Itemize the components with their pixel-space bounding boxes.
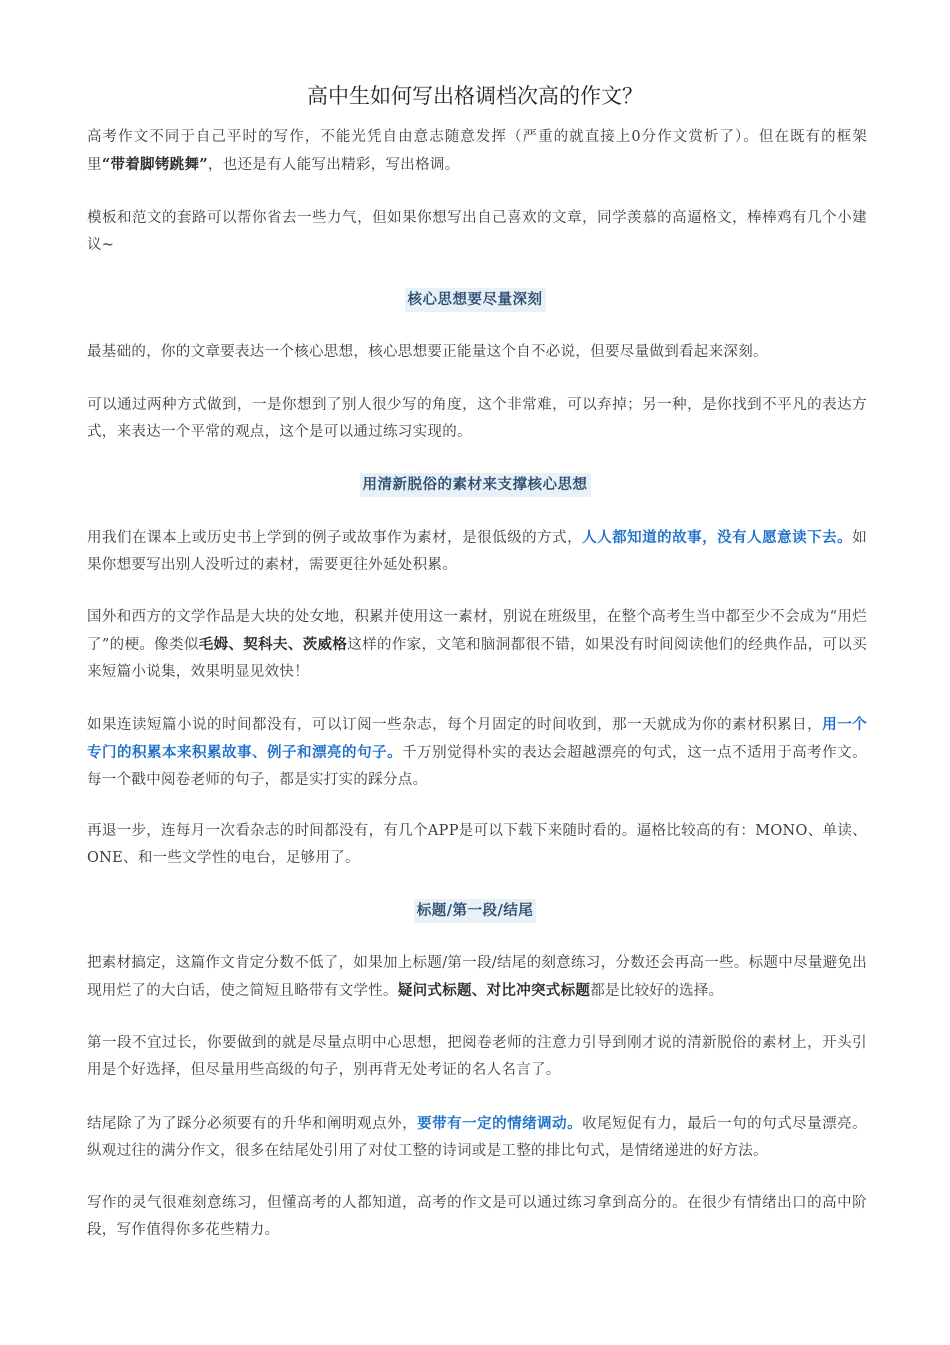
text-run: 用我们在课本上或历史书上学到的例子或故事作为素材，是很低级的方式，: [87, 530, 583, 546]
intro-paragraph-1: [87, 124, 867, 179]
text-run: 这样的作家，文笔和脑洞都很不错，如果没有时间阅读他们的经典作品，可以买来短篇小说集，效果明显见效快！: [87, 637, 868, 680]
text-run: 结尾除了为了踩分必须要有的升华和阐明观点外，: [87, 1116, 418, 1132]
text-run: 国外和西方的文学作品是大块的处女地，积累并使用这一素材，别说在班级里，在整个高考生当中都至少不会成为“用烂了”的梗。像类似: [87, 609, 867, 653]
section3-paragraph-3: [87, 1110, 867, 1165]
section2-paragraph-4: 再退一步，连每月一次看杂志的时间都没有，有几个APP是可以下载下来随时看的。逼格比较高的有：MONO、单读、ONE、和一些文学性的电台，足够用了。: [87, 823, 867, 866]
text-run: ，也还是有人能写出精彩，写出格调。: [207, 157, 460, 173]
section1-paragraph-1: 最基础的，你的文章要表达一个核心思想，核心思想要正能量这个自不必说，但要尽量做到看起来深刻。: [87, 344, 768, 360]
section3-paragraph-4: 写作的灵气很难刻意练习，但懂高考的人都知道，高考的作文是可以通过练习拿到高分的。在很少有情绪出口的高中阶段，写作值得你多花些精力。: [87, 1195, 867, 1238]
highlight-text: 要带有一定的情绪调动。: [417, 1115, 583, 1132]
section2-paragraph-3: [87, 711, 867, 794]
section1-paragraph-2: 可以通过两种方式做到，一是你想到了别人很少写的角度，这个非常难，可以弃掉；另一种，是你找到不平凡的表达方式，来表达一个平常的观点，这个是可以通过练习实现的。: [87, 397, 867, 440]
highlight-text: 用一个专门的积累本来积累故事、例子和漂亮的句子。: [87, 716, 867, 761]
text-run: 千万别觉得朴实的表达会超越漂亮的句式，这一点不适用于高考作文。每一个戳中阅卷老师的句子，都是实打实的踩分点。: [87, 745, 867, 788]
section-heading-core-idea: [0, 287, 950, 312]
section-heading-material: [0, 472, 950, 497]
text-run: 高考作文不同于自己平时的写作，不能光凭自由意志随意发挥（严重的就直接上0分作文赏析了）。但在既有的框架里: [87, 129, 867, 173]
highlight-text: 人人都知道的故事，没有人愿意读下去。: [582, 529, 853, 546]
emphasis-text: 疑问式标题、对比冲突式标题: [397, 982, 591, 999]
section2-paragraph-1: [87, 524, 867, 579]
text-run: 如果连读短篇小说的时间都没有，可以订阅一些杂志，每个月固定的时间收到，那一天就成为你的素材积累日，: [87, 717, 823, 733]
text-run: 都是比较好的选择。: [590, 983, 724, 999]
section-heading-title-opening-ending: [0, 898, 950, 923]
section2-paragraph-2: [87, 604, 867, 686]
section3-paragraph-1: [87, 950, 867, 1005]
text-run: 收尾短促有力，最后一句的句式尽量漂亮。纵观过往的满分作文，很多在结尾处引用了对仗工整的诗词或是工整的排比句式，是情绪递进的好方法。: [87, 1116, 867, 1159]
intro-paragraph-2: 模板和范文的套路可以帮你省去一些力气，但如果你想写出自己喜欢的文章，同学羡慕的高逼格文，棒棒鸡有几个小建议~: [87, 210, 867, 253]
text-run: 如果你想要写出别人没听过的素材，需要更往外延处积累。: [87, 530, 867, 573]
section3-paragraph-2: 第一段不宜过长，你要做到的就是尽量点明中心思想，把阅卷老师的注意力引导到刚才说的清新脱俗的素材上，开头引用是个好选择，但尽量用些高级的句子，别再背无处考证的名人名言了。: [87, 1035, 867, 1078]
section-heading-label: 核心思想要尽量深刻: [405, 288, 546, 312]
article-title: 高中生如何写出格调档次高的作文？: [307, 84, 643, 108]
section-heading-label: 用清新脱俗的素材来支撑核心思想: [360, 473, 591, 497]
text-run: 把素材搞定，这篇作文肯定分数不低了，如果加上标题/第一段/结尾的刻意练习，分数还会再高一些。标题中尽量避免出现用烂了的大白话，使之简短且略带有文学性。: [87, 955, 867, 999]
emphasis-text: “带着脚铐跳舞”: [101, 156, 208, 173]
emphasis-text: 毛姆、契科夫、茨威格: [198, 636, 348, 653]
section-heading-label: 标题/第一段/结尾: [414, 899, 537, 923]
